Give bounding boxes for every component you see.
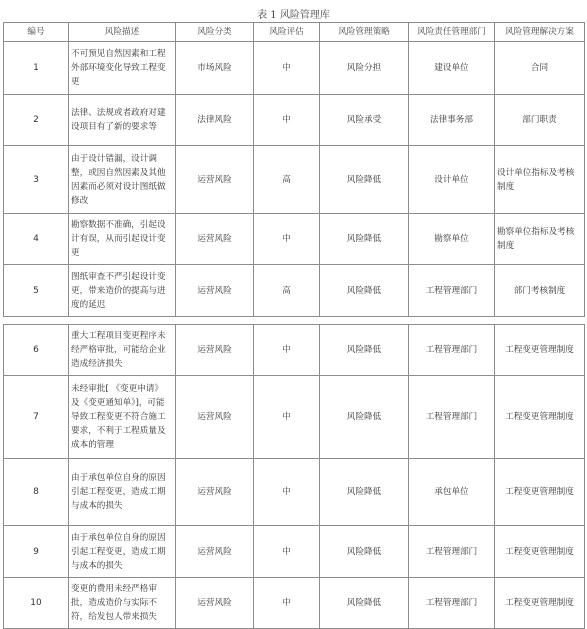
risk-solution: 工程变更管理制度 — [495, 376, 585, 459]
header-department: 风险责任管理部门 — [409, 23, 495, 42]
table-row — [4, 146, 585, 214]
responsible-department: 工程管理部门 — [409, 325, 495, 376]
risk-strategy: 风险降低 — [320, 265, 409, 317]
header-category: 风险分类 — [176, 23, 254, 42]
risk-solution: 工程变更管理制度 — [495, 526, 585, 578]
responsible-department: 工程管理部门 — [409, 376, 495, 459]
row-number: 8 — [4, 459, 69, 526]
risk-strategy: 风险降低 — [320, 526, 409, 578]
risk-category: 运营风险 — [176, 526, 254, 578]
risk-description: 图纸审查不严引起设计变更，带来造价的提高与进度的延迟 — [69, 265, 176, 317]
responsible-department: 勘察单位 — [409, 214, 495, 265]
risk-description: 法律、法规或者政府对建设项目有了新的要求等 — [69, 95, 176, 146]
risk-solution: 合同 — [495, 42, 585, 95]
risk-strategy: 风险降低 — [320, 214, 409, 265]
row-number: 4 — [4, 214, 69, 265]
row-number: 2 — [4, 95, 69, 146]
risk-category: 运营风险 — [176, 265, 254, 317]
risk-strategy: 风险降低 — [320, 578, 409, 629]
responsible-department: 法律事务部 — [409, 95, 495, 146]
risk-description: 由于承包单位自身的原因引起工程变更，造成工期与成本的损失 — [69, 526, 176, 578]
risk-solution: 部门职责 — [495, 95, 585, 146]
table-row — [4, 526, 585, 578]
table-row — [4, 42, 585, 95]
risk-evaluation: 高 — [254, 265, 320, 317]
header-description: 风险描述 — [69, 23, 176, 42]
risk-evaluation: 中 — [254, 376, 320, 459]
responsible-department: 承包单位 — [409, 459, 495, 526]
table-row — [4, 459, 585, 526]
header-solution: 风险管理解决方案 — [495, 23, 585, 42]
row-number: 6 — [4, 325, 69, 376]
row-number: 9 — [4, 526, 69, 578]
header-strategy: 风险管理策略 — [320, 23, 409, 42]
risk-category: 运营风险 — [176, 214, 254, 265]
risk-description: 未经审批[ 《变更申请》 及《变更通知单》]，可能导致工程变更不符合施工要求，不利于工程质量及成本的管理 — [69, 376, 176, 459]
risk-description: 勘察数据不准确，引起设计有误，从而引起设计变更 — [69, 214, 176, 265]
risk-evaluation: 高 — [254, 146, 320, 214]
risk-evaluation: 中 — [254, 95, 320, 146]
risk-description: 变更的费用未经严格审批，造成造价与实际不符，给发包人带来损失 — [69, 578, 176, 629]
risk-category: 运营风险 — [176, 325, 254, 376]
row-number: 1 — [4, 42, 69, 95]
responsible-department: 工程管理部门 — [409, 526, 495, 578]
table-row — [4, 214, 585, 265]
table-row — [4, 265, 585, 317]
risk-strategy: 风险降低 — [320, 146, 409, 214]
risk-solution: 工程变更管理制度 — [495, 325, 585, 376]
risk-solution: 工程变更管理制度 — [495, 578, 585, 629]
risk-category: 运营风险 — [176, 376, 254, 459]
risk-evaluation: 中 — [254, 526, 320, 578]
responsible-department: 工程管理部门 — [409, 265, 495, 317]
risk-evaluation: 中 — [254, 459, 320, 526]
risk-evaluation: 中 — [254, 325, 320, 376]
risk-category: 市场风险 — [176, 42, 254, 95]
table-row — [4, 376, 585, 459]
header-number: 编号 — [4, 23, 69, 42]
risk-strategy: 风险降低 — [320, 376, 409, 459]
separator-cell — [4, 317, 585, 325]
risk-evaluation: 中 — [254, 42, 320, 95]
row-number: 7 — [4, 376, 69, 459]
risk-strategy: 风险降低 — [320, 325, 409, 376]
risk-solution: 部门考核制度 — [495, 265, 585, 317]
table-row — [4, 95, 585, 146]
table-title: 表 1 风险管理库 — [257, 10, 330, 21]
risk-category: 运营风险 — [176, 146, 254, 214]
risk-solution: 工程变更管理制度 — [495, 459, 585, 526]
table-row — [4, 578, 585, 629]
risk-description: 由于设计错漏，设计调整，或因自然因素及其他因素而必须对设计图纸做修改 — [69, 146, 176, 214]
risk-evaluation: 中 — [254, 214, 320, 265]
risk-strategy: 风险承受 — [320, 95, 409, 146]
risk-solution: 设计单位指标及考核制度 — [495, 146, 585, 214]
row-number: 10 — [4, 578, 69, 629]
responsible-department: 工程管理部门 — [409, 578, 495, 629]
row-number: 5 — [4, 265, 69, 317]
table-separator — [4, 317, 585, 325]
risk-description: 重大工程项目变更程序未经严格审批，可能给企业造成经济损失 — [69, 325, 176, 376]
header-evaluation: 风险评估 — [254, 23, 320, 42]
risk-evaluation: 中 — [254, 578, 320, 629]
risk-category: 法律风险 — [176, 95, 254, 146]
risk-management-table — [3, 22, 585, 629]
table-row — [4, 325, 585, 376]
row-number: 3 — [4, 146, 69, 214]
risk-category: 运营风险 — [176, 459, 254, 526]
risk-description: 不可预见自然因素和工程外部环境变化导致工程变更 — [69, 42, 176, 95]
risk-category: 运营风险 — [176, 578, 254, 629]
responsible-department: 设计单位 — [409, 146, 495, 214]
risk-description: 由于承包单位自身的原因引起工程变更，造成工期与成本的损失 — [69, 459, 176, 526]
risk-strategy: 风险降低 — [320, 459, 409, 526]
risk-solution: 勘察单位指标及考核制度 — [495, 214, 585, 265]
responsible-department: 建设单位 — [409, 42, 495, 95]
risk-strategy: 风险分担 — [320, 42, 409, 95]
header-row — [4, 23, 585, 42]
